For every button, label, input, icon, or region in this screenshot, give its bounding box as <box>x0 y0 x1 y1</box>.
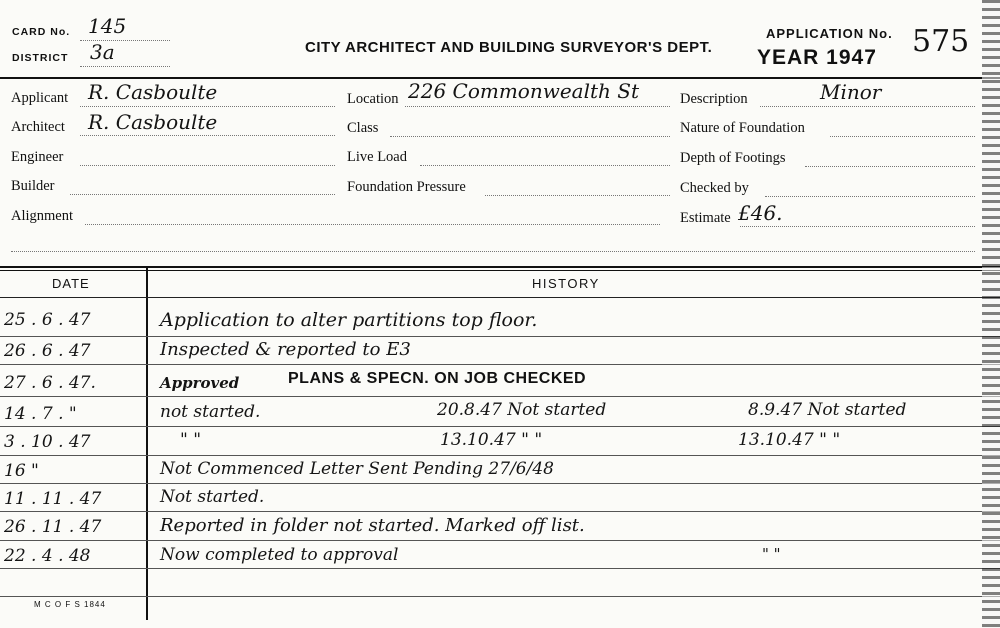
estimate-label: Estimate <box>680 210 731 226</box>
estimate-value: £46. <box>738 201 783 225</box>
district-value: 3a <box>90 40 115 64</box>
description-value: Minor <box>820 80 882 104</box>
applicant-label: Applicant <box>11 90 69 106</box>
history-row-5-text2: 13.10.47 " " <box>440 430 543 450</box>
history-row-8-date: 26 . 11 . 47 <box>4 517 102 537</box>
checked-by-label: Checked by <box>680 180 749 196</box>
history-row-7-text: Not started. <box>160 487 265 507</box>
depth-of-footings-label: Depth of Footings <box>680 150 786 166</box>
history-row-8-text: Reported in folder not started. Marked off list. <box>160 515 585 536</box>
location-label: Location <box>347 91 399 107</box>
history-row-3-text: Approved <box>160 374 240 392</box>
alignment-label: Alignment <box>11 208 74 224</box>
history-row-2-date: 26 . 6 . 47 <box>4 341 91 361</box>
history-row-7-date: 11 . 11 . 47 <box>4 489 102 509</box>
history-row-5-text3: 13.10.47 " " <box>738 430 841 450</box>
engineer-label: Engineer <box>11 149 64 165</box>
architect-value: R. Casboulte <box>88 110 218 134</box>
history-header: HISTORY <box>532 276 600 291</box>
history-row-1-text: Application to alter partitions top floor. <box>160 309 538 331</box>
location-value: 226 Commonwealth St <box>408 79 640 103</box>
history-row-4-text2: 20.8.47 Not started <box>437 400 607 420</box>
history-row-5-date: 3 . 10 . 47 <box>4 432 91 452</box>
history-row-2-text: Inspected & reported to E3 <box>160 339 411 360</box>
form-code: M C O F S 1844 <box>34 600 106 609</box>
history-row-4-text: not started. <box>160 402 261 422</box>
history-row-3-stamp: PLANS & SPECN. ON JOB CHECKED <box>288 370 587 387</box>
application-no-label: APPLICATION No. <box>766 26 893 41</box>
builder-label: Builder <box>11 178 55 194</box>
department-title: CITY ARCHITECT AND BUILDING SURVEYOR'S DEPT. <box>305 39 713 56</box>
district-label: DISTRICT <box>12 52 69 64</box>
history-top-rule <box>0 266 1000 268</box>
class-label: Class <box>347 120 379 136</box>
date-header: DATE <box>52 276 90 291</box>
history-row-3-date: 27 . 6 . 47. <box>4 373 96 393</box>
applicant-value: R. Casboulte <box>88 80 218 104</box>
card-no-value: 145 <box>88 14 127 38</box>
history-row-6-date: 16 " <box>4 461 39 481</box>
architect-label: Architect <box>11 119 65 135</box>
nature-of-foundation-label: Nature of Foundation <box>680 120 805 136</box>
history-row-4-date: 14 . 7 . " <box>4 404 77 424</box>
history-row-9-text2: " " <box>762 545 781 563</box>
scan-edge <box>982 0 1000 628</box>
history-row-4-text3: 8.9.47 Not started <box>748 400 907 420</box>
history-row-5-text: " " <box>180 430 202 450</box>
history-row-9-date: 22 . 4 . 48 <box>4 546 91 566</box>
year-label: YEAR 1947 <box>757 46 877 69</box>
application-no-value: 575 <box>912 24 970 59</box>
history-row-6-text: Not Commenced Letter Sent Pending 27/6/48 <box>160 459 554 479</box>
card-no-label: CARD No. <box>12 26 71 38</box>
foundation-pressure-label: Foundation Pressure <box>347 179 466 195</box>
history-row-9-text: Now completed to approval <box>160 545 399 565</box>
description-label: Description <box>680 91 748 107</box>
history-row-1-date: 25 . 6 . 47 <box>4 310 91 330</box>
live-load-label: Live Load <box>347 149 407 165</box>
